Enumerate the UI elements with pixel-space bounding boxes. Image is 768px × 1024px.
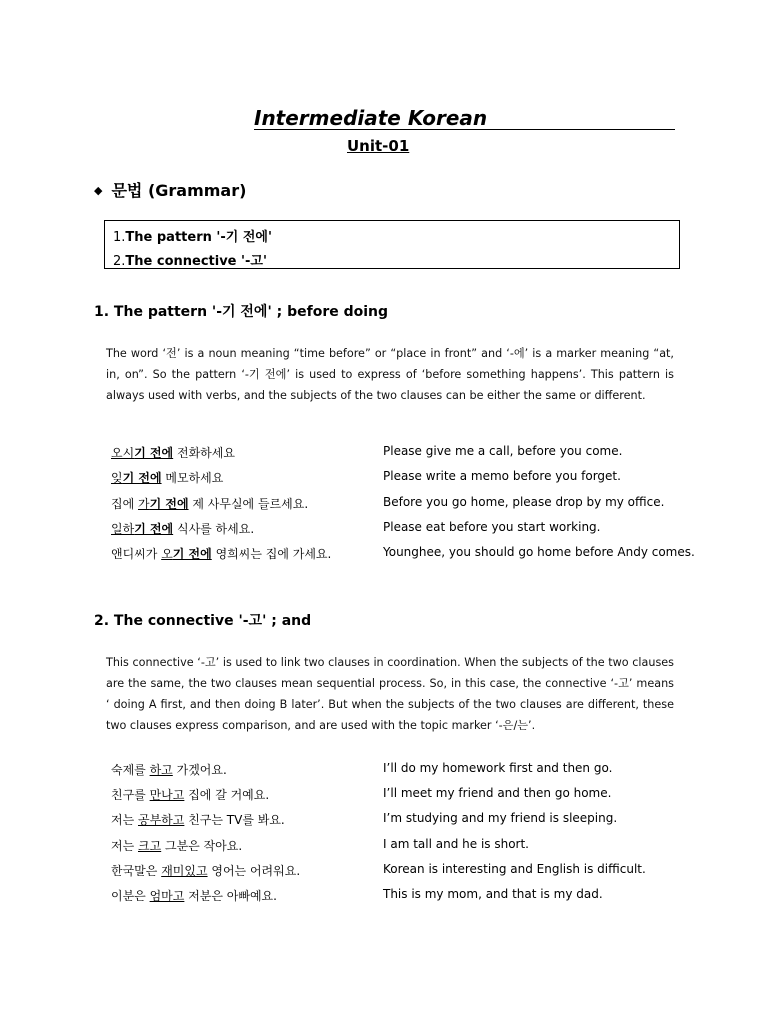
korean-text: 친구는 TV를 봐요.	[184, 813, 285, 828]
example-row	[0, 495, 768, 517]
example-korean	[111, 862, 300, 879]
korean-highlight: 하고	[149, 763, 173, 777]
korean-highlight: 재미있고	[161, 863, 208, 878]
example-korean	[111, 545, 331, 562]
korean-text: 제 사무실에 들르세요.	[188, 496, 309, 511]
example-korean	[111, 837, 242, 854]
korean-verb-stem: 오시	[111, 446, 135, 460]
toc-item-1	[113, 226, 272, 245]
part2-paragraph: This connective ‘-고’ is used to link two clauses in coordination. When the subjects of the two clauses are the same, the two clauses mean sequential process. So, in this case, the connective ‘-고’ means ‘ doing A first, and then doing B later’. But when the subjects of the two clauses are different, these two clauses express comparison, and are used with the topic marker ‘-은/는’.	[106, 656, 674, 732]
korean-text: 이분은	[111, 889, 150, 903]
example-english: I’ll do my homework first and then go.	[383, 761, 613, 775]
korean-highlight	[161, 547, 212, 561]
part1-heading: 1. The pattern '-기 전에' ; before doing	[94, 304, 389, 320]
example-row	[0, 469, 768, 491]
korean-highlight	[111, 522, 173, 536]
example-korean	[111, 786, 269, 803]
document-title: Intermediate Korean	[254, 106, 488, 130]
example-row	[0, 837, 768, 859]
section-heading-text: 문법 (Grammar)	[111, 181, 247, 200]
example-row	[0, 811, 768, 833]
unit-label: Unit-01	[347, 137, 410, 155]
korean-text: 앤디씨가	[111, 547, 162, 562]
example-english: Please write a memo before you forget.	[383, 469, 621, 484]
example-english: Before you go home, please drop by my office.	[383, 494, 665, 509]
korean-highlight: 만나고	[149, 788, 185, 803]
korean-grammar-pattern: 기 전에	[149, 496, 189, 511]
example-row	[0, 444, 768, 466]
korean-text: 그분은 작아요.	[161, 838, 243, 853]
example-english: Korean is interesting and English is difficult.	[383, 861, 646, 876]
diamond-bullet-icon: ◆	[94, 184, 103, 197]
korean-text: 저분은 아빠예요.	[184, 889, 277, 903]
korean-grammar-pattern: 기 전에	[134, 446, 174, 460]
korean-text: 집에 갈 거예요.	[184, 788, 270, 803]
example-row	[0, 887, 768, 909]
korean-verb-stem: 일하	[111, 521, 135, 536]
korean-verb-stem: 잊	[111, 471, 123, 486]
example-english: I’ll meet my friend and then go home.	[383, 786, 612, 801]
korean-text: 숙제를	[111, 763, 150, 777]
example-korean	[111, 887, 277, 904]
toc-item-label: The connective '-고'	[125, 254, 267, 269]
example-korean	[111, 444, 235, 461]
korean-grammar-pattern: 기 전에	[172, 547, 212, 562]
example-row	[0, 520, 768, 542]
korean-text: 식사를 하세요.	[173, 521, 255, 536]
example-english: Younghee, you should go home before Andy comes.	[383, 545, 695, 560]
example-row	[0, 545, 768, 567]
korean-highlight: 엄마고	[149, 889, 185, 903]
example-row	[0, 786, 768, 808]
korean-highlight	[138, 497, 189, 511]
grammar-toc-box	[104, 220, 680, 269]
example-english: Please eat before you start working.	[383, 519, 601, 534]
example-korean	[111, 495, 308, 512]
korean-text: 한국말은	[111, 863, 162, 878]
example-english: I am tall and he is short.	[383, 836, 529, 851]
korean-text: 집에	[111, 496, 138, 511]
korean-text: 가겠어요.	[172, 763, 227, 777]
korean-text: 저는	[111, 838, 138, 853]
example-korean	[111, 761, 227, 778]
toc-item-label: The pattern '-기 전에'	[125, 230, 272, 245]
example-row	[0, 862, 768, 884]
toc-item-number: 1.	[113, 230, 126, 245]
example-korean	[111, 811, 285, 828]
example-korean	[111, 520, 254, 537]
grammar-section-heading	[94, 178, 246, 201]
korean-highlight: 공부하고	[138, 813, 185, 828]
korean-verb-stem: 오	[161, 547, 173, 562]
korean-highlight	[111, 471, 162, 485]
korean-highlight	[111, 446, 173, 460]
korean-highlight: 크고	[138, 838, 162, 853]
korean-text: 저는	[111, 813, 138, 828]
korean-text: 메모하세요	[161, 471, 224, 486]
korean-text: 영어는 어려워요.	[207, 863, 301, 878]
example-row	[0, 761, 768, 783]
toc-item-number: 2.	[113, 254, 126, 269]
korean-grammar-pattern: 기 전에	[122, 471, 162, 486]
korean-text: 전화하세요	[173, 446, 235, 460]
title-underline	[254, 129, 675, 130]
example-english: I’m studying and my friend is sleeping.	[383, 811, 618, 826]
example-korean	[111, 469, 223, 486]
korean-text: 친구를	[111, 788, 150, 803]
part2-heading: 2. The connective '-고' ; and	[94, 613, 312, 629]
korean-grammar-pattern: 기 전에	[134, 521, 174, 536]
toc-item-2	[113, 250, 267, 269]
korean-text: 영희씨는 집에 가세요.	[211, 547, 332, 562]
korean-verb-stem: 가	[138, 496, 150, 511]
example-english: This is my mom, and that is my dad.	[383, 887, 603, 901]
example-english: Please give me a call, before you come.	[383, 444, 623, 458]
part1-paragraph: The word ‘전’ is a noun meaning “time before” or “place in front” and ‘-에’ is a marker meaning “at, in, on”. So the pattern ‘-기 전에’ is used to express of ‘before something happens’. This pattern is always used with verbs, and the subjects of the two clauses can be either the same or different.	[106, 347, 674, 402]
